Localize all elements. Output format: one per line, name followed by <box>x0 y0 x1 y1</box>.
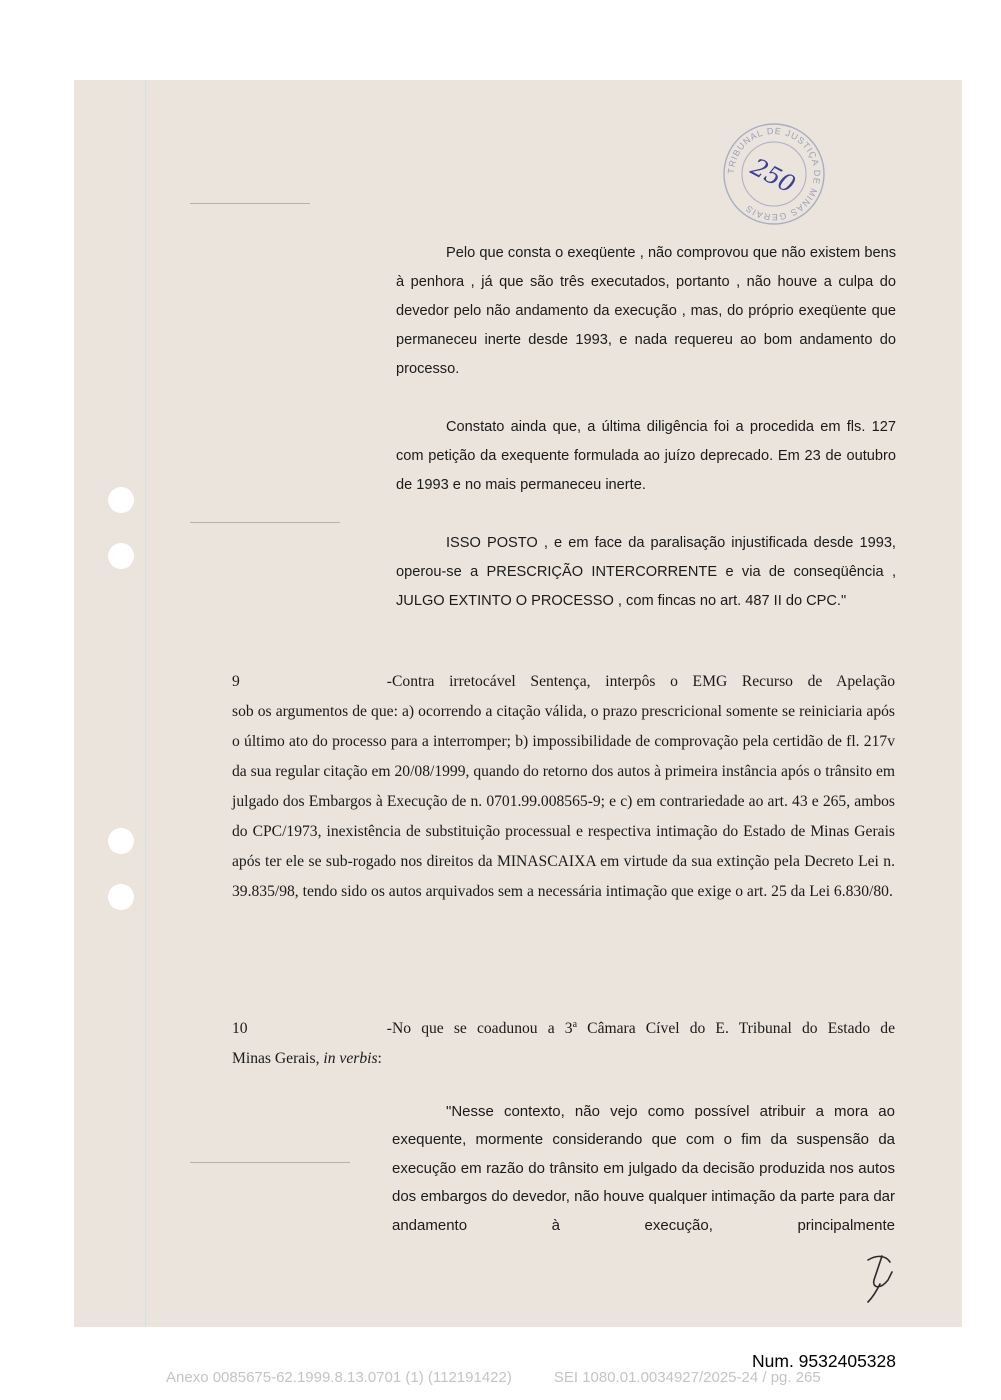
footer-reference <box>166 1369 821 1386</box>
item-10-opening: No que se coadunou a 3 <box>392 1020 573 1038</box>
stamp-page-number: 250 <box>746 152 800 199</box>
latin-phrase: in verbis <box>323 1050 378 1068</box>
initials-signature <box>860 1250 902 1306</box>
item-number: 9 - <box>232 673 392 690</box>
punch-hole <box>108 543 134 569</box>
quote-paragraph: ISSO POSTO , e em face da paralisação injustificada desde 1993, operou-se a PRESCRIÇÃO INTERCORRENTE e via de conseqüência , JULGO EXTINTO O PROCESSO , com fincas no art. 487 II do CPC." <box>396 535 896 609</box>
item-9-opening: Contra irretocável Sentença, interpôs o EMG Recurso de Apelação <box>392 673 895 690</box>
item-10-first-line <box>232 1010 895 1044</box>
item-10-opening-rest: Câmara Cível do E. Tribunal do Estado de <box>577 1020 895 1038</box>
faint-rule <box>190 522 340 523</box>
punch-hole <box>108 828 134 854</box>
ordinal-superscript: a <box>572 1019 578 1030</box>
faint-rule <box>190 1162 350 1163</box>
court-stamp <box>722 122 826 226</box>
quote-paragraph: Constato ainda que, a última diligência foi a procedida em fls. 127 com petição da exequente formulada ao juízo deprecado. Em 23 de outubro de 1993 e no mais permaneceu inerte. <box>396 419 896 493</box>
anexo-reference: Anexo 0085675-62.1999.8.13.0701 (1) (112191422) <box>166 1369 512 1386</box>
punch-hole <box>108 487 134 513</box>
item-10-second-line <box>232 1050 382 1067</box>
quote-paragraph: "Nesse contexto, não vejo como possível atribuir a mora ao exequente, mormente considerando que com o fim da suspensão da execução em razão do trânsito em julgado da decisão produzida nos autos dos embargos do devedor, não houve qualquer intimação da parte para dar andamento à execução, principalmente <box>392 1103 895 1234</box>
item-10 <box>232 1010 895 1074</box>
quote-block-1 <box>396 239 896 616</box>
quote-paragraph: Pelo que consta o exeqüente , não comprovou que não existem bens à penhora , já que são três executados, portanto , não houve a culpa do devedor pelo não andamento da execução , mas, do próprio exeqüente que permaneceu inerte desde 1993, e nada requereu ao bom andamento do processo. <box>396 245 896 377</box>
item-10-colon: : <box>377 1050 382 1068</box>
item-9-first-line <box>232 667 895 697</box>
item-10-text: Minas Gerais, <box>232 1050 324 1068</box>
item-number: 10 - <box>232 1020 392 1038</box>
margin-line <box>145 80 146 1327</box>
document-number: Num. 9532405328 <box>752 1351 896 1371</box>
sei-reference: SEI 1080.01.0034927/2025-24 / pg. 265 <box>553 1369 821 1386</box>
item-9-body: sob os argumentos de que: a) ocorrendo a citação válida, o prazo prescricional somente se reiniciaria após o último ato do processo para a interromper; b) impossibilidade de comprovação pela certidão de fl. 217v da sua regular citação em 20/08/1999, quando do retorno dos autos à primeira instância após o trânsito em julgado dos Embargos à Execução de n. 0701.99.008565-9; e c) em contrariedade ao art. 43 e 265, ambos do CPC/1973, inexistência de substituição processual e respectiva intimação do Estado de Minas Gerais após ter ele se sub-rogado nos direitos da MINASCAIXA em virtude da sua extinção pela Decreto Lei n. 39.835/98, tendo sido os autos arquivados sem a necessária intimação que exige o art. 25 da Lei 6.830/80. <box>232 703 895 900</box>
quote-block-2 <box>392 1098 895 1240</box>
stamp-ring-text: TRIBUNAL DE JUSTIÇA DE MINAS GERAIS <box>725 125 823 223</box>
item-9 <box>232 667 895 907</box>
faint-rule <box>190 203 310 204</box>
punch-hole <box>108 884 134 910</box>
